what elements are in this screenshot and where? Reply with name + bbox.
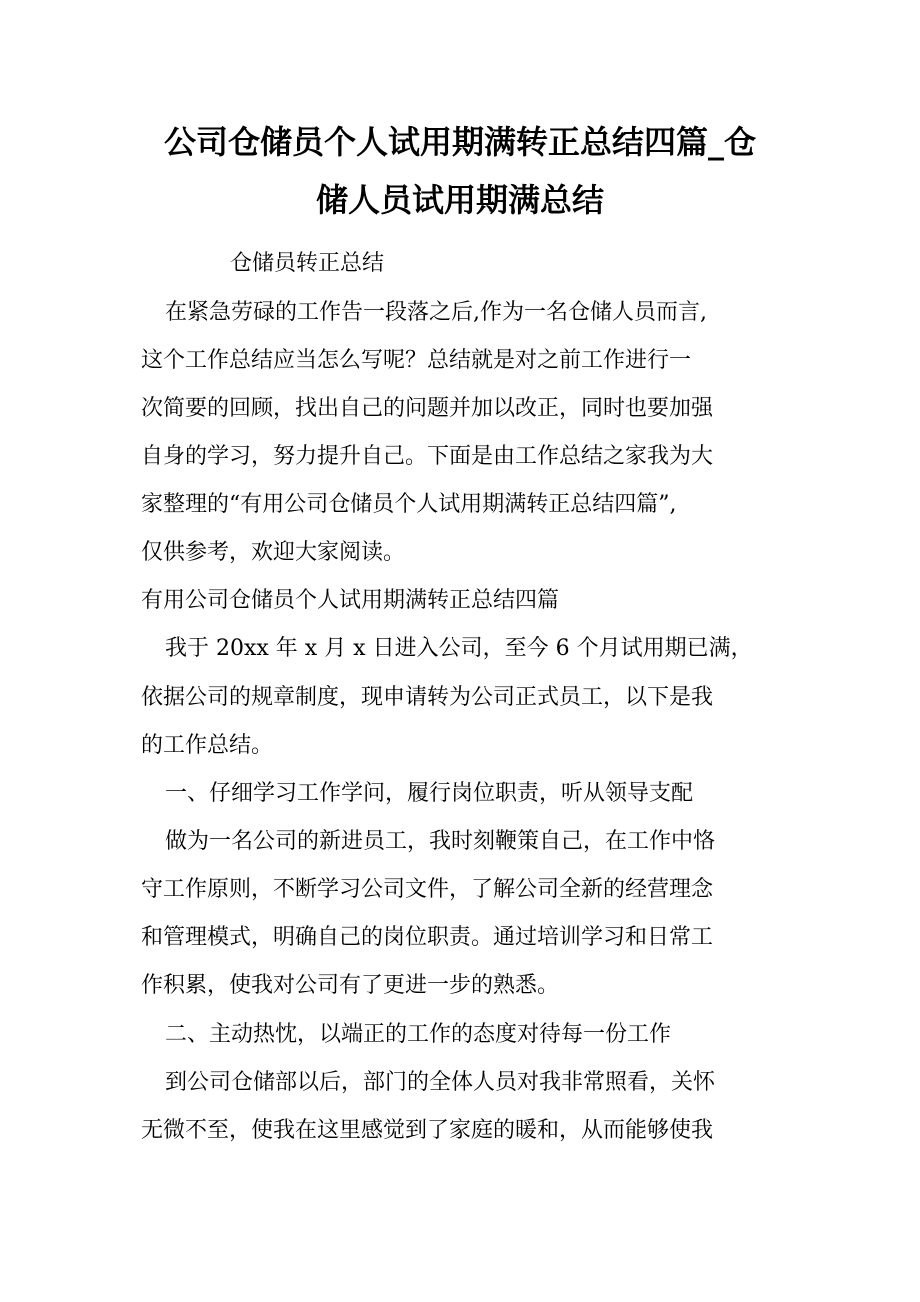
paragraph-line: 作积累，使我对公司有了更进一步的熟悉。	[141, 973, 560, 998]
paragraph-line: 自身的学习，努力提升自己。下面是由工作总结之家我为大	[141, 444, 714, 469]
subsection-heading: 一、仔细学习工作学问，履行岗位职责，听从领导支配	[165, 781, 694, 806]
subsection-heading: 二、主动热忱，以端正的工作的态度对待每一份工作	[165, 1022, 672, 1047]
paragraph-line: 在紧急劳碌的工作告一段落之后,作为一名仓储人员而言,	[165, 300, 707, 325]
paragraph-line: 这个工作总结应当怎么写呢？总结就是对之前工作进行一	[141, 348, 692, 373]
paragraph-line: 守工作原则，不断学习公司文件，了解公司全新的经营理念	[141, 877, 714, 902]
section-heading: 仓储员转正总结	[230, 251, 385, 276]
paragraph-line: 和管理模式，明确自己的岗位职责。通过培训学习和日常工	[141, 925, 714, 950]
paragraph-line: 依据公司的规章制度，现申请转为公司正式员工，以下是我	[141, 685, 714, 710]
paragraph-line: 做为一名公司的新进员工，我时刻鞭策自己，在工作中恪	[165, 829, 716, 854]
paragraph-line: 我于 20xx 年 x 月 x 日进入公司，至今 6 个月试用期已满，	[165, 636, 753, 661]
paragraph-line: 仅供参考，欢迎大家阅读。	[141, 540, 406, 565]
article-heading: 有用公司仓储员个人试用期满转正总结四篇	[141, 588, 560, 613]
paragraph-line: 家整理的“有用公司仓储员个人试用期满转正总结四篇”,	[141, 492, 677, 517]
paragraph-line: 的工作总结。	[141, 733, 274, 758]
paragraph-line: 次简要的回顾，找出自己的问题并加以改正，同时也要加强	[141, 396, 714, 421]
document-title-line-1: 公司仓储员个人试用期满转正总结四篇_仓	[163, 123, 756, 161]
document-title-line-2: 储人员试用期满总结	[315, 181, 604, 219]
paragraph-line: 无微不至，使我在这里感觉到了家庭的暖和，从而能够使我	[141, 1118, 714, 1143]
paragraph-line: 到公司仓储部以后，部门的全体人员对我非常照看，关怀	[165, 1070, 716, 1095]
